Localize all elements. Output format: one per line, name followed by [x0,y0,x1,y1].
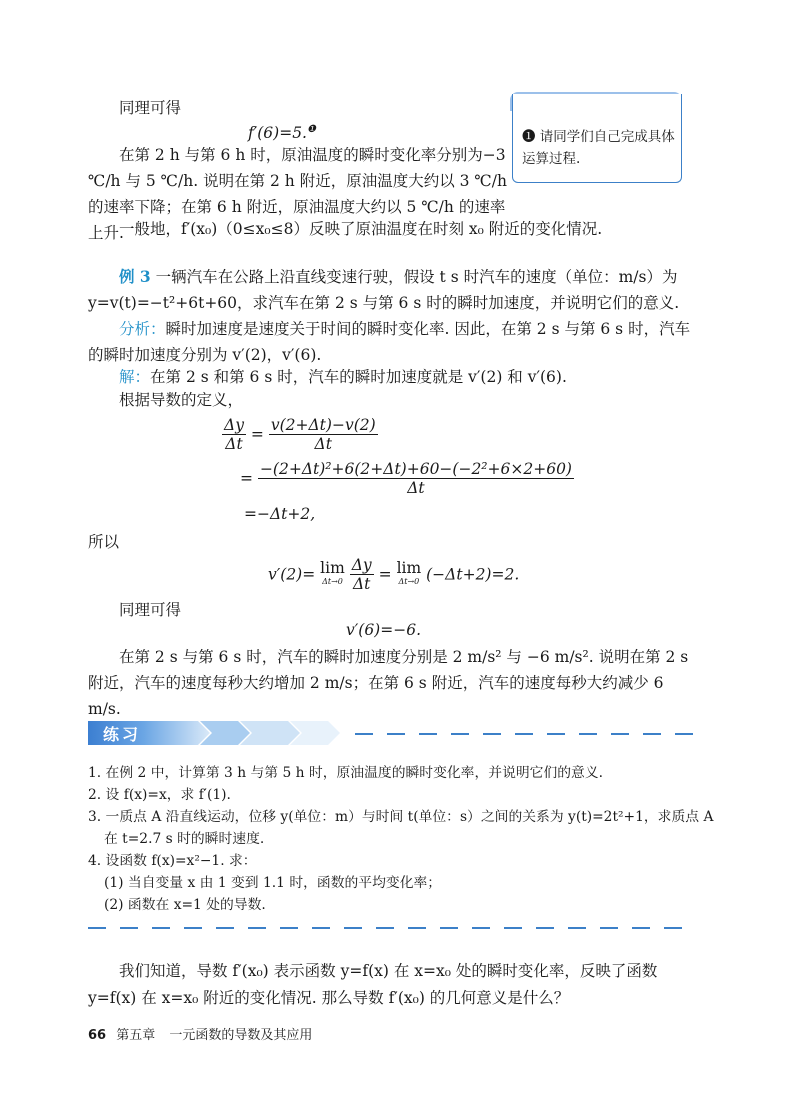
chapter-label: 第五章 [116,1028,156,1043]
fraction-dt: Δt [222,434,246,453]
lim-word-2: lim [396,558,422,577]
limit-fraction-dt: Δt [350,574,374,593]
by-definition: 根据导数的定义， [119,391,244,409]
solution-text: 在第 2 s 和第 6 s 时，汽车的瞬时加速度就是 v′(2) 和 v′(6). [150,368,567,386]
lim-word-1: lim [320,558,345,577]
analysis-paragraph [88,316,693,368]
equation-line-3: =−Δt+2, [244,505,316,523]
solution-paragraph [88,364,693,390]
equation-line-1: $\frac{\Delta y}{\Delta t}$ = $\frac{v(2+\Delta t)-v(2)}{\Delta t}$ [224,416,376,453]
limit-equation [268,556,519,593]
eq2-numerator: −(2+Δt)²+6(2+Δt)+60−(−2²+6×2+60) [259,460,572,478]
eq1-numerator: v(2+Δt)−v(2) [270,416,376,434]
therefore-text: 所以 [88,533,120,551]
practice-item-3-cont: 在 t=2.7 s 时的瞬时速度. [104,831,265,847]
limit-operator-2 [396,558,422,589]
formula-v6: v′(6)=−6. [346,621,421,639]
footnote-marker: ❶ [307,124,316,135]
chapter-title: 一元函数的导数及其应用 [169,1028,313,1043]
eq1-denominator: Δt [269,434,378,453]
example3-statement [88,264,693,316]
example3-label: 例 3 [119,267,151,286]
fraction-eq2 [258,460,574,497]
limit-rhs: (−Δt+2)=2. [426,565,520,584]
practice-item-4-2: (2) 函数在 x=1 处的导数. [104,897,266,913]
lim-sub-1: Δt→0 [322,576,343,586]
analysis-label: 分析： [119,320,166,338]
conclusion-paragraph: 在第 2 s 与第 6 s 时，汽车的瞬时加速度分别是 2 m/s² 与 −6 m/s². 说明在第 2 s 附近，汽车的速度每秒大约增加 2 m/s；在第 6 s 附近，汽车的速度每秒大约减少 6 m/s. [88,648,689,718]
solution-label: 解： [119,368,151,386]
practice-divider-top [355,733,695,735]
page-footer [88,1024,312,1043]
fraction-dy-dt [222,416,246,453]
formula-f6-text: f′(6)=5. [248,124,307,143]
eq2-denominator: Δt [258,478,574,497]
page-number: 66 [88,1028,107,1043]
closing-paragraph: 我们知道，导数 f′(x₀) 表示函数 y=f(x) 在 x=x₀ 处的瞬时变化率，反映了函数 y=f(x) 在 x=x₀ 附近的变化情况. 那么导数 f′(x₀) 的几何意义是什么？ [88,962,658,1007]
limit-operator-1 [320,558,345,589]
practice-item-2: 2. 设 f(x)=x，求 f′(1). [88,787,231,803]
lim-sub-2: Δt→0 [398,576,420,586]
similar-text-1: 同理可得 [119,99,182,117]
practice-item-4: 4. 设函数 f(x)=x²−1. 求： [88,853,257,869]
practice-divider-bottom [88,927,695,929]
example3-text: 一辆汽车在公路上沿直线变速行驶，假设 t s 时汽车的速度（单位：m/s）为 y=v(t)=−t²+6t+60，求汽车在第 2 s 与第 6 s 时的瞬时加速度，并说明它们的意义. [88,268,680,312]
limit-lhs: v′(2)= [268,565,316,584]
practice-title: 练习 [103,725,142,744]
sidenote-text: ❶ 请同学们自己完成具体运算过程. [522,129,675,167]
fraction-dy: Δy [224,416,244,434]
analysis-text: 瞬时加速度是速度关于时间的瞬时变化率. 因此，在第 2 s 与第 6 s 时，汽车的瞬时加速度分别为 v′(2)，v′(6). [88,320,691,364]
paragraph-temperature: 在第 2 h 与第 6 h 时，原油温度的瞬时变化率分别为−3 ℃/h 与 5 ℃/h. 说明在第 2 h 附近，原油温度大约以 3 ℃/h 的速率下降；在第 6 h 附近，原油温度大约以 5 ℃/h 的速率上升. [88,146,507,242]
fraction-eq1 [269,416,378,453]
equation-line-2: = $\frac{\text{−(2+Δt)²+6(2+Δt)+60−(−2²+6×2+60)}}{\Delta t}$ [240,460,572,497]
limit-fraction [350,556,374,593]
limit-equals: = [378,565,392,584]
limit-fraction-dy: Δy [351,556,372,574]
paragraph-general: 一般地，f′(x₀)（0≤x₀≤8）反映了原油温度在时刻 x₀ 附近的变化情况. [119,220,603,238]
practice-item-1: 1. 在例 2 中，计算第 3 h 与第 5 h 时，原油温度的瞬时变化率，并说明它们的意义. [88,765,604,781]
practice-item-4-1: (1) 当自变量 x 由 1 变到 1.1 时，函数的平均变化率； [104,875,442,891]
practice-item-3: 3. 一质点 A 沿直线运动，位移 y(单位：m）与时间 t(单位：s）之间的关系为 y(t)=2t²+1，求质点 A [88,809,714,825]
similar-text-2: 同理可得 [119,601,182,619]
